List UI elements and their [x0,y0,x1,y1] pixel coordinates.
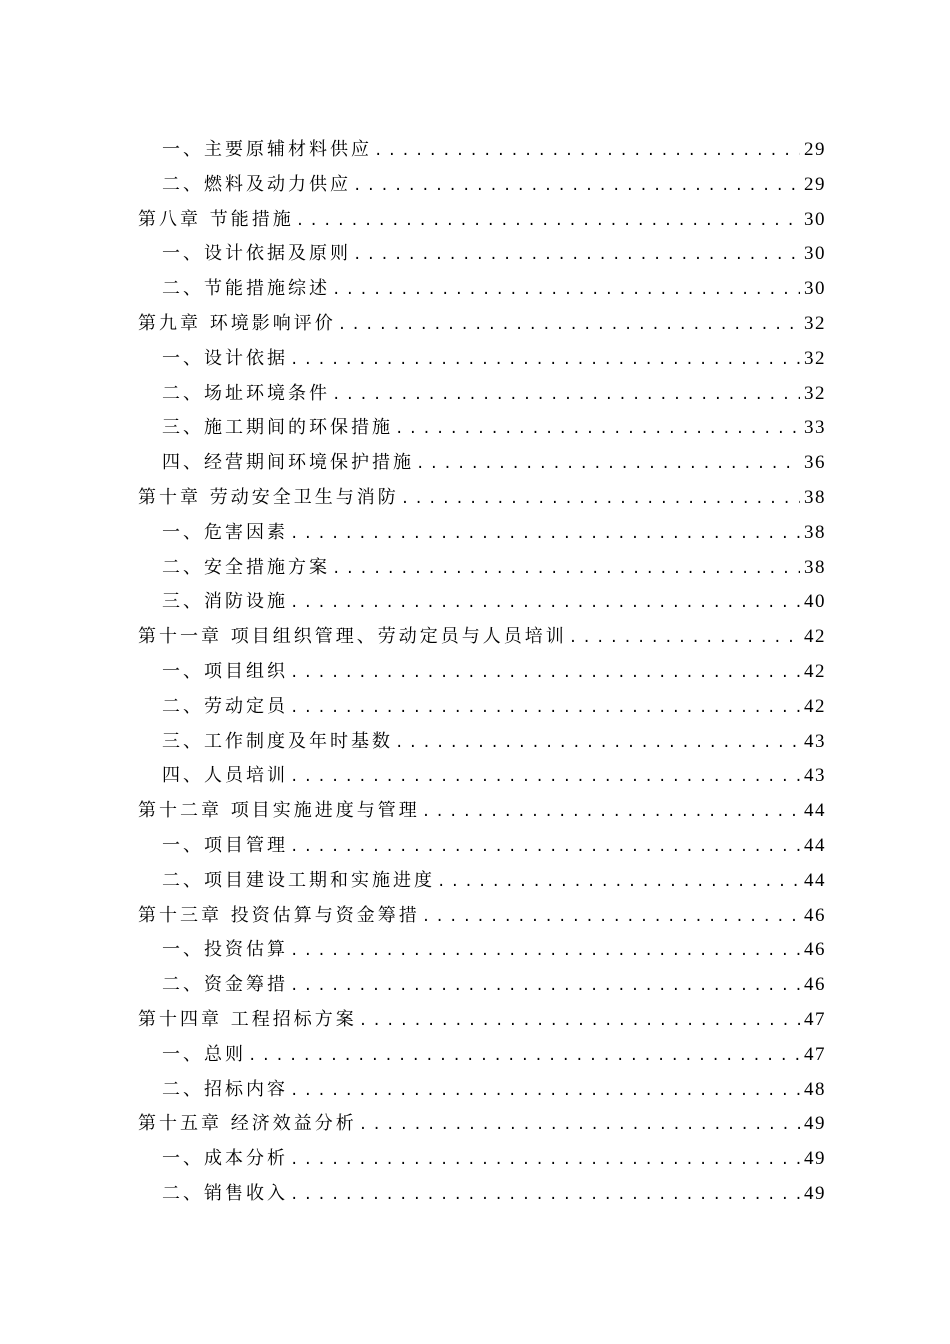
toc-section-entry[interactable] [138,864,826,899]
toc-dot-leader [353,169,800,204]
toc-entry-title: 第十二章 项目实施进度与管理 [138,800,420,822]
toc-dot-leader [332,552,800,587]
toc-entry-title: 第十一章 项目组织管理、劳动定员与人员培训 [138,626,567,648]
toc-entry-title: 一、投资估算 [162,939,288,961]
toc-section-entry[interactable] [138,585,826,620]
toc-section-entry[interactable] [138,655,826,690]
toc-dot-leader [422,900,800,935]
toc-dot-leader [359,1108,800,1143]
toc-section-entry[interactable] [138,551,826,586]
toc-entry-title: 二、场址环境条件 [162,382,330,404]
toc-section-entry[interactable] [138,168,826,203]
toc-entry-title: 二、劳动定员 [162,695,288,717]
toc-entry-title: 二、销售收入 [162,1182,288,1204]
toc-entry-title: 第十三章 投资估算与资金筹措 [138,904,420,926]
toc-entry-title: 一、项目管理 [162,834,288,856]
toc-section-entry[interactable] [138,829,826,864]
toc-dot-leader [416,447,800,482]
toc-entry-title: 一、成本分析 [162,1148,288,1170]
toc-page-number: 30 [804,243,826,265]
toc-section-entry[interactable] [138,411,826,446]
toc-section-entry[interactable] [138,690,826,725]
toc-page-number: 36 [804,452,826,474]
toc-entry-title: 一、设计依据 [162,347,288,369]
toc-page-number: 42 [804,695,826,717]
toc-dot-leader [359,1004,800,1039]
toc-entry-title: 四、人员培训 [162,765,288,787]
toc-section-entry[interactable] [138,1177,826,1212]
toc-dot-leader [290,760,800,795]
toc-dot-leader [569,621,800,656]
toc-page-number: 46 [804,904,826,926]
toc-page-number: 32 [804,312,826,334]
toc-section-entry[interactable] [138,933,826,968]
toc-section-entry[interactable] [138,133,826,168]
toc-page-number: 29 [804,173,826,195]
toc-entry-title: 三、施工期间的环保措施 [162,417,393,439]
toc-section-entry[interactable] [138,759,826,794]
toc-page-number: 38 [804,486,826,508]
toc-dot-leader [290,1074,800,1109]
table-of-contents [138,133,826,1212]
toc-dot-leader [338,308,800,343]
toc-page-number: 46 [804,974,826,996]
toc-page-number: 49 [804,1182,826,1204]
toc-section-entry[interactable] [138,377,826,412]
toc-entry-title: 二、项目建设工期和实施进度 [162,869,435,891]
toc-entry-title: 二、节能措施综述 [162,278,330,300]
toc-section-entry[interactable] [138,272,826,307]
toc-dot-leader [296,204,800,239]
toc-entry-title: 一、危害因素 [162,521,288,543]
toc-entry-title: 第九章 环境影响评价 [138,312,336,334]
toc-entry-title: 一、总则 [162,1043,246,1065]
toc-chapter-entry[interactable] [138,1107,826,1142]
toc-entry-title: 四、经营期间环境保护措施 [162,452,414,474]
toc-dot-leader [290,934,800,969]
toc-page-number: 44 [804,800,826,822]
toc-page-number: 29 [804,139,826,160]
toc-page-number: 32 [804,347,826,369]
toc-page-number: 30 [804,278,826,300]
toc-dot-leader [248,1039,800,1074]
toc-page-number: 40 [804,591,826,613]
toc-dot-leader [437,865,800,900]
toc-page-number: 38 [804,521,826,543]
toc-entry-title: 三、工作制度及年时基数 [162,730,393,752]
toc-dot-leader [290,969,800,1004]
toc-entry-title: 三、消防设施 [162,591,288,613]
toc-entry-title: 一、设计依据及原则 [162,243,351,265]
toc-dot-leader [290,1143,800,1178]
toc-page-number: 49 [804,1113,826,1135]
toc-section-entry[interactable] [138,516,826,551]
toc-dot-leader [290,343,800,378]
toc-dot-leader [290,830,800,865]
toc-dot-leader [374,134,800,169]
toc-chapter-entry[interactable] [138,794,826,829]
toc-page-number: 46 [804,939,826,961]
toc-dot-leader [290,586,800,621]
toc-page-number: 43 [804,730,826,752]
toc-page-number: 47 [804,1008,826,1030]
toc-section-entry[interactable] [138,1073,826,1108]
toc-chapter-entry[interactable] [138,203,826,238]
toc-entry-title: 第十四章 工程招标方案 [138,1008,357,1030]
toc-dot-leader [290,656,800,691]
toc-section-entry[interactable] [138,342,826,377]
toc-chapter-entry[interactable] [138,899,826,934]
toc-section-entry[interactable] [138,237,826,272]
toc-entry-title: 二、资金筹措 [162,974,288,996]
toc-entry-title: 二、燃料及动力供应 [162,173,351,195]
toc-entry-title: 一、项目组织 [162,660,288,682]
toc-dot-leader [332,273,800,308]
toc-chapter-entry[interactable] [138,307,826,342]
toc-page-number: 43 [804,765,826,787]
toc-entry-title: 第十五章 经济效益分析 [138,1113,357,1135]
toc-dot-leader [290,691,800,726]
toc-page-number: 44 [804,834,826,856]
toc-entry-title: 二、安全措施方案 [162,556,330,578]
toc-section-entry[interactable] [138,1038,826,1073]
toc-chapter-entry[interactable] [138,1003,826,1038]
toc-dot-leader [395,412,800,447]
toc-dot-leader [290,1178,800,1213]
toc-dot-leader [332,378,800,413]
toc-page-number: 33 [804,417,826,439]
toc-dot-leader [290,517,800,552]
toc-entry-title: 第十章 劳动安全卫生与消防 [138,486,399,508]
toc-dot-leader [422,795,800,830]
toc-section-entry[interactable] [138,725,826,760]
toc-page-number: 48 [804,1078,826,1100]
toc-entry-title: 第八章 节能措施 [138,208,294,230]
toc-section-entry[interactable] [138,968,826,1003]
toc-section-entry[interactable] [138,446,826,481]
toc-page-number: 47 [804,1043,826,1065]
toc-entry-title: 二、招标内容 [162,1078,288,1100]
toc-page-number: 49 [804,1148,826,1170]
toc-dot-leader [401,482,800,517]
toc-page-number: 30 [804,208,826,230]
toc-page-number: 42 [804,626,826,648]
toc-section-entry[interactable] [138,1142,826,1177]
toc-page-number: 32 [804,382,826,404]
toc-dot-leader [353,238,800,273]
toc-entry-title: 一、主要原辅材料供应 [162,139,372,160]
toc-chapter-entry[interactable] [138,620,826,655]
toc-page-number: 44 [804,869,826,891]
toc-page-number: 42 [804,660,826,682]
toc-chapter-entry[interactable] [138,481,826,516]
toc-page-number: 38 [804,556,826,578]
toc-dot-leader [395,726,800,761]
